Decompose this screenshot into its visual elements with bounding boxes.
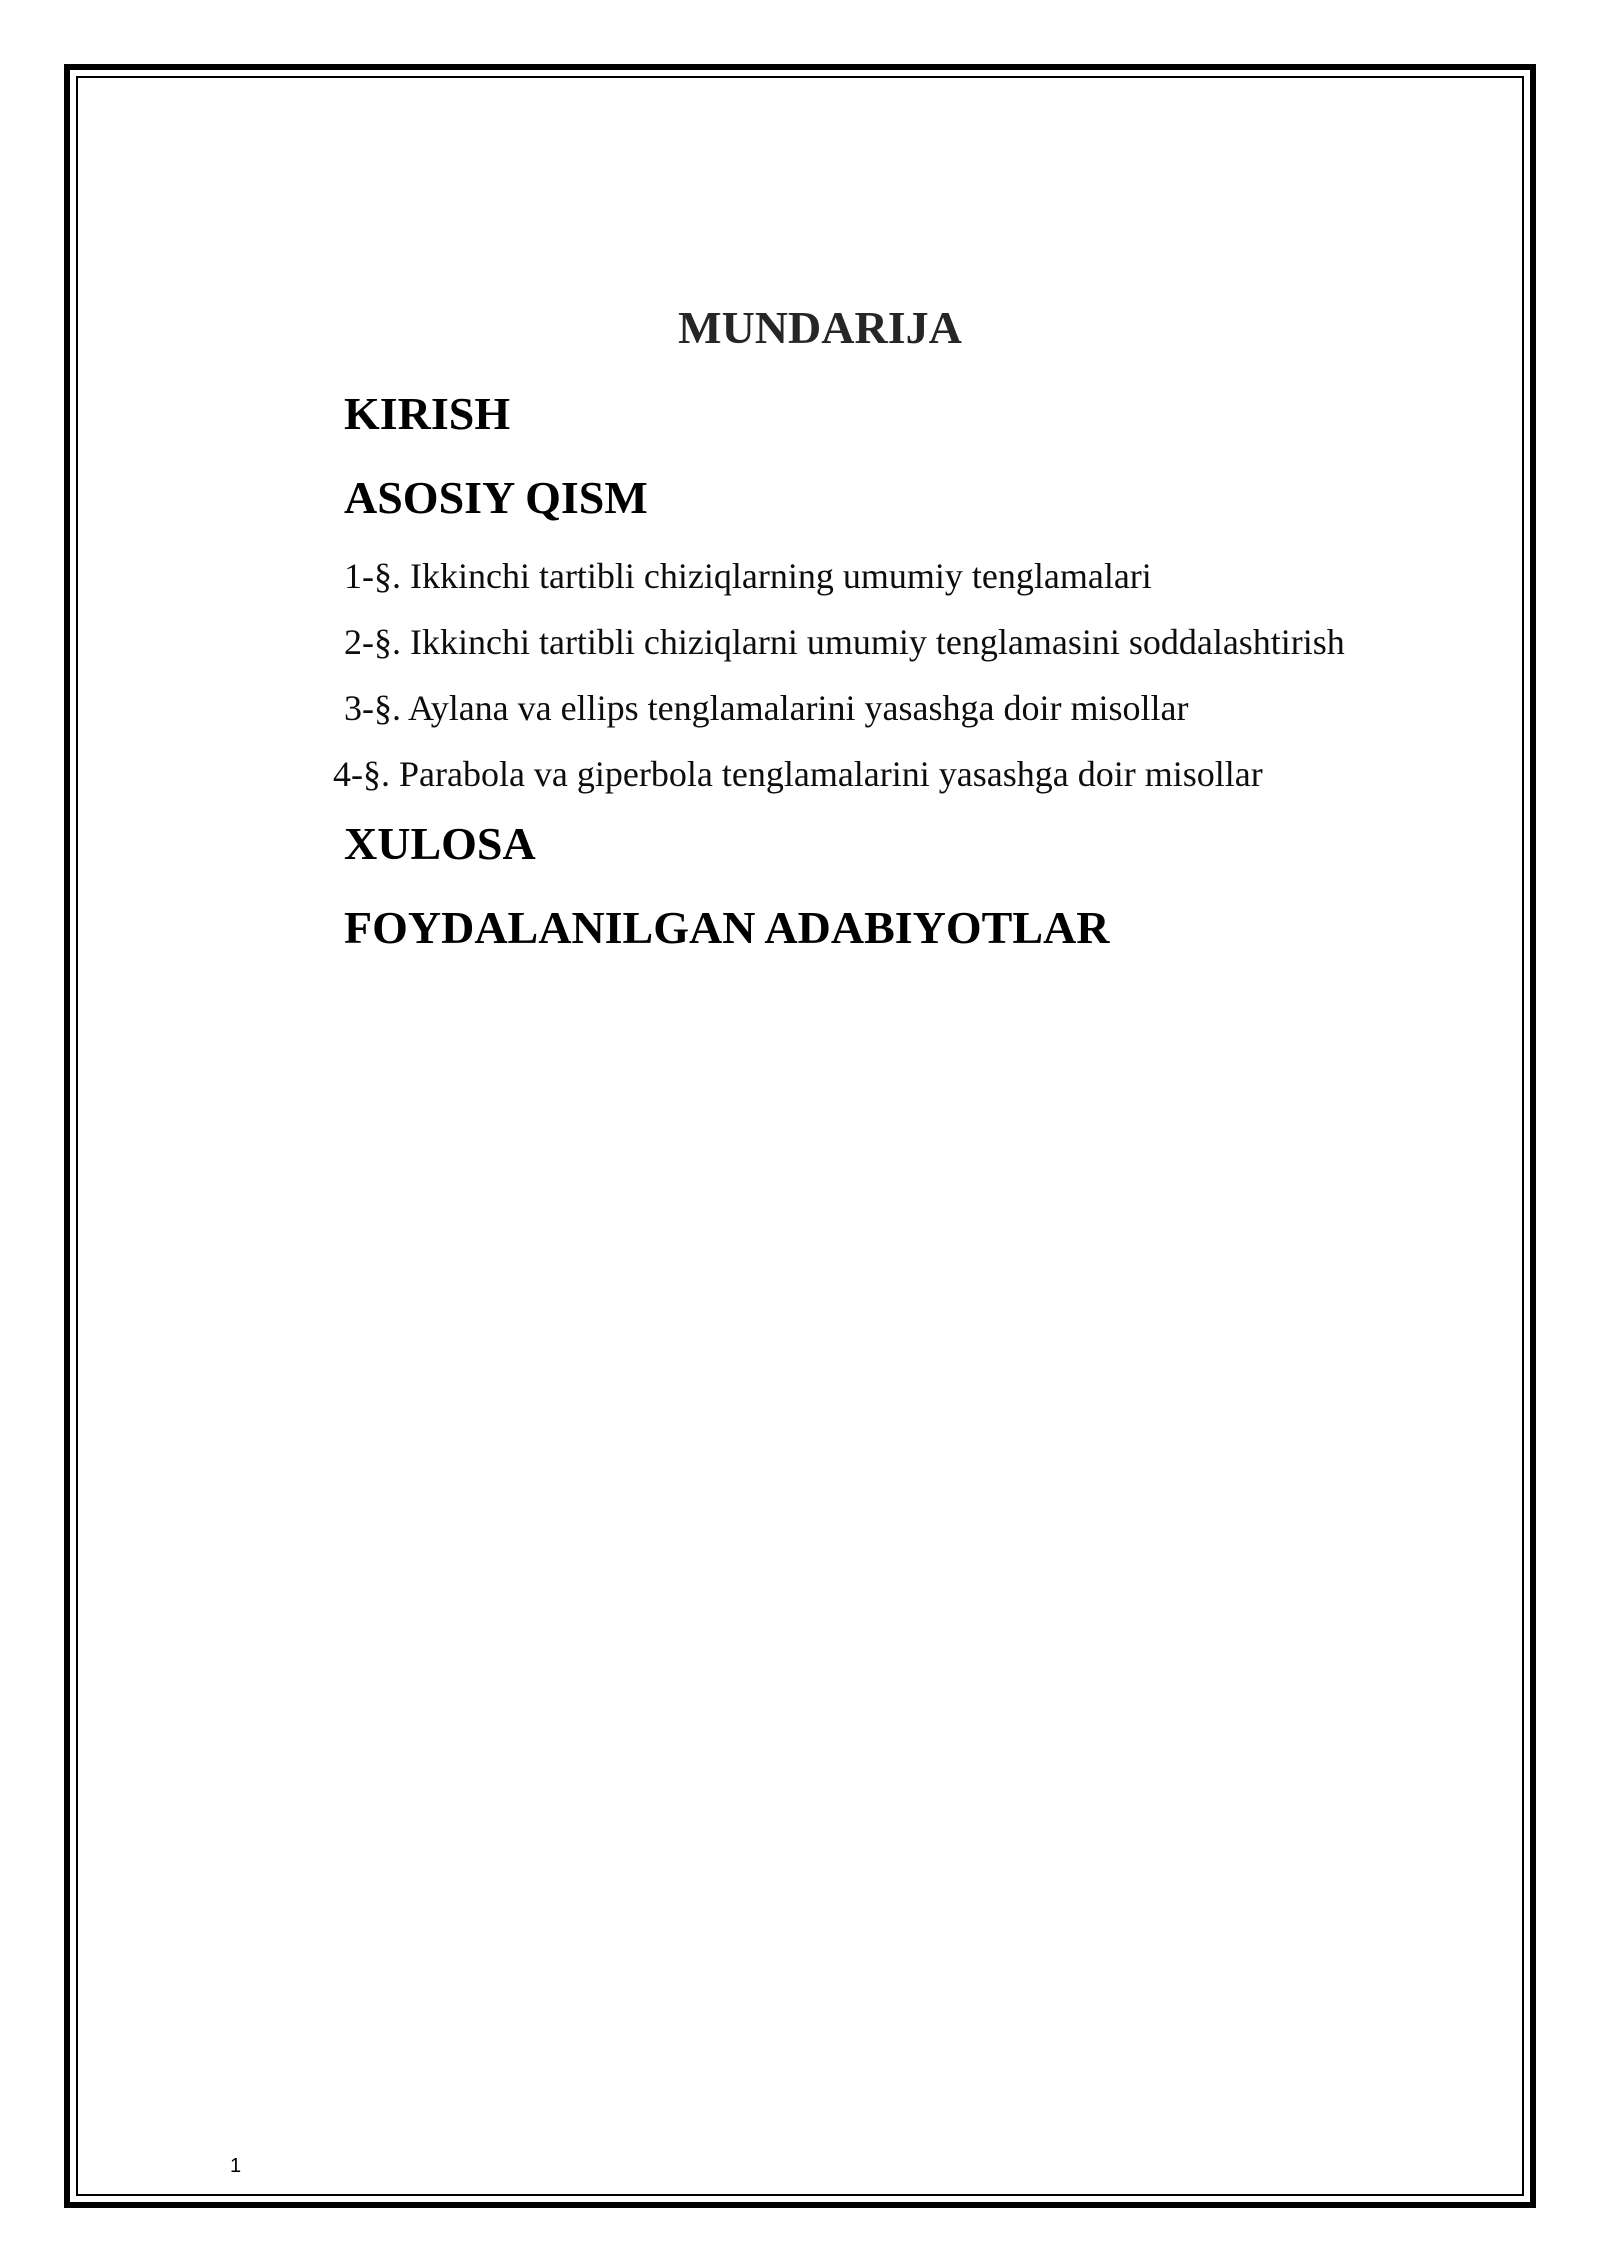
page-border-inner [76, 76, 1524, 2196]
toc-entry-3: 3-§. Aylana va ellips tenglamalarini yasashga doir misollar [344, 688, 1189, 728]
toc-entry-1: 1-§. Ikkinchi tartibli chiziqlarning umumiy tenglamalari [344, 556, 1152, 596]
toc-entry-2: 2-§. Ikkinchi tartibli chiziqlarni umumiy tenglamasini soddalashtirish [344, 622, 1345, 662]
toc-heading-references: FOYDALANILGAN ADABIYOTLAR [344, 902, 1110, 953]
page-number: 1 [230, 2155, 242, 2177]
toc-heading-main: ASOSIY QISM [344, 472, 648, 523]
toc-heading-intro: KIRISH [344, 388, 511, 439]
toc-entry-4: 4-§. Parabola va giperbola tenglamalarini yasashga doir misollar [333, 754, 1263, 794]
toc-heading-conclusion: XULOSA [344, 818, 536, 869]
page-title: MUNDARIJA [678, 302, 962, 353]
